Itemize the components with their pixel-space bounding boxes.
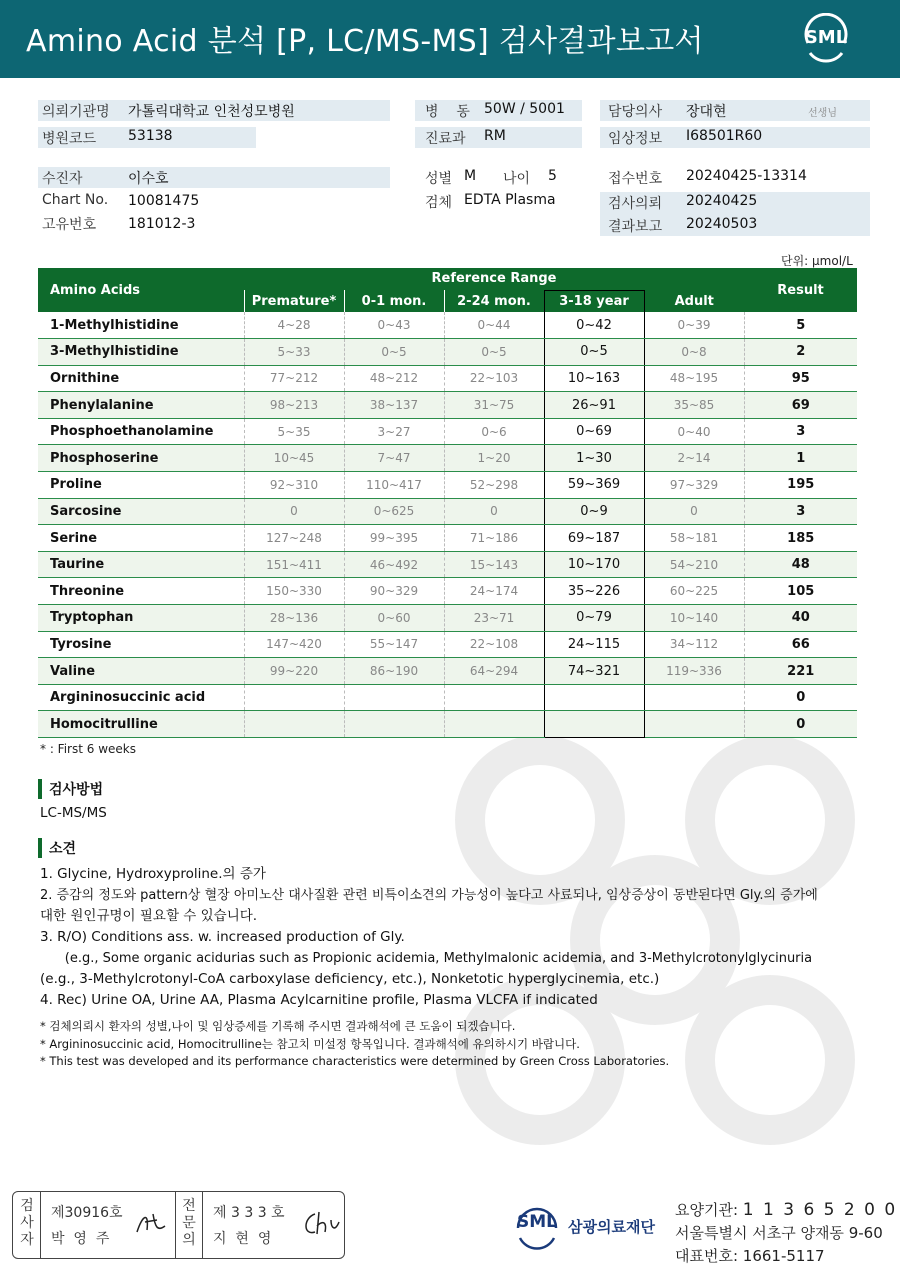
result-cell: 95 bbox=[744, 365, 857, 392]
reference-range-cell bbox=[644, 684, 744, 711]
footer-phone bbox=[675, 1245, 825, 1266]
reference-range-cell: 0 bbox=[244, 498, 344, 525]
reference-range-cell: 60~225 bbox=[644, 578, 744, 605]
amino-acid-name: Phosphoethanolamine bbox=[38, 418, 244, 445]
reference-range-cell: 0~42 bbox=[544, 312, 644, 339]
reference-range-cell bbox=[444, 684, 544, 711]
reference-range-cell: 22~103 bbox=[444, 365, 544, 392]
unique-value: 181012-3 bbox=[128, 216, 196, 232]
finding-line: (e.g., Some organic acidurias such as Propionic acidemia, Methylmalonic acidemia, and 3-Methylcrotonylglycinuria bbox=[40, 951, 813, 966]
table-row bbox=[38, 551, 857, 578]
table-row bbox=[38, 365, 857, 392]
findings-body bbox=[40, 864, 818, 1011]
amino-acid-name: Tryptophan bbox=[38, 605, 244, 632]
reference-range-cell: 147~420 bbox=[244, 631, 344, 658]
reference-range-cell bbox=[344, 711, 444, 738]
reference-range-cell: 24~115 bbox=[544, 631, 644, 658]
reference-range-cell: 10~170 bbox=[544, 551, 644, 578]
amino-acid-name: Phosphoserine bbox=[38, 445, 244, 472]
finding-line: 4. Rec) Urine OA, Urine AA, Plasma Acylcarnitine profile, Plasma VLCFA if indicated bbox=[40, 992, 598, 1008]
table-row bbox=[38, 525, 857, 552]
result-cell: 48 bbox=[744, 551, 857, 578]
reference-range-cell: 10~45 bbox=[244, 445, 344, 472]
reference-range-cell: 3~27 bbox=[344, 418, 444, 445]
sex-value: M bbox=[464, 168, 477, 184]
age-label: 나이 bbox=[503, 171, 531, 187]
reference-range-cell: 58~181 bbox=[644, 525, 744, 552]
reference-range-cell: 1~30 bbox=[544, 445, 644, 472]
table-row bbox=[38, 658, 857, 685]
result-cell: 40 bbox=[744, 605, 857, 632]
footnote: * : First 6 weeks bbox=[40, 742, 136, 756]
inspector-label: 검 사 자 bbox=[20, 1198, 34, 1248]
clinical-value: I68501R60 bbox=[686, 128, 763, 144]
method-title: 검사방법 bbox=[38, 779, 103, 799]
reference-range-cell: 127~248 bbox=[244, 525, 344, 552]
table-row bbox=[38, 418, 857, 445]
reference-range-cell: 23~71 bbox=[444, 605, 544, 632]
amino-acid-table bbox=[38, 268, 857, 738]
table-row bbox=[38, 711, 857, 738]
reference-range-cell: 31~75 bbox=[444, 392, 544, 419]
result-cell: 195 bbox=[744, 472, 857, 499]
reference-range-cell: 86~190 bbox=[344, 658, 444, 685]
reference-range-cell: 69~187 bbox=[544, 525, 644, 552]
hospital-code-label: 병원코드 bbox=[42, 131, 97, 147]
reference-range-cell: 97~329 bbox=[644, 472, 744, 499]
findings-title: 소견 bbox=[38, 838, 76, 858]
result-cell: 185 bbox=[744, 525, 857, 552]
finding-line: 1. Glycine, Hydroxyproline.의 증가 bbox=[40, 866, 266, 882]
finding-line: 2. 증감의 정도와 pattern상 혈장 아미노산 대사질환 관련 비특이소견의 가능성이 높다고 사료되나, 임상증상이 동반된다면 Gly.의 증가에 bbox=[40, 888, 818, 903]
notes bbox=[40, 1018, 669, 1071]
doctor-suffix: 선생님 bbox=[808, 108, 837, 119]
receipt-value: 20240425-13314 bbox=[686, 168, 807, 184]
reference-range-cell: 0~44 bbox=[444, 312, 544, 339]
reference-range-cell: 5~35 bbox=[244, 418, 344, 445]
reference-range-cell: 0~43 bbox=[344, 312, 444, 339]
result-cell: 0 bbox=[744, 684, 857, 711]
request-label: 검사의뢰 bbox=[608, 196, 663, 212]
specimen-label: 검체 bbox=[425, 195, 453, 211]
table-row bbox=[38, 605, 857, 632]
reference-range-cell: 0~79 bbox=[544, 605, 644, 632]
unique-label: 고유번호 bbox=[42, 217, 97, 233]
reference-range-cell: 34~112 bbox=[644, 631, 744, 658]
report-value: 20240503 bbox=[686, 216, 758, 232]
age-value: 5 bbox=[548, 168, 557, 184]
specialist-label: 전 문 의 bbox=[182, 1198, 196, 1248]
chart-value: 10081475 bbox=[128, 193, 200, 209]
reference-range-cell: 48~212 bbox=[344, 365, 444, 392]
reference-range-cell: 0~5 bbox=[544, 339, 644, 366]
reference-range-cell: 15~143 bbox=[444, 551, 544, 578]
sex-label: 성별 bbox=[425, 171, 453, 187]
reference-range-cell: 5~33 bbox=[244, 339, 344, 366]
reference-range-cell: 54~210 bbox=[644, 551, 744, 578]
specialist-signature bbox=[301, 1208, 341, 1240]
specialist-number: 제 3 3 3 호 bbox=[213, 1205, 285, 1221]
col-reference-range: Reference Range bbox=[244, 268, 744, 290]
table-row bbox=[38, 578, 857, 605]
signature-box bbox=[12, 1191, 345, 1259]
reference-range-cell bbox=[244, 711, 344, 738]
result-cell: 1 bbox=[744, 445, 857, 472]
reference-range-cell: 110~417 bbox=[344, 472, 444, 499]
amino-acid-name: Sarcosine bbox=[38, 498, 244, 525]
col-0-1-mon: 0-1 mon. bbox=[344, 290, 444, 312]
result-cell: 5 bbox=[744, 312, 857, 339]
request-value: 20240425 bbox=[686, 193, 758, 209]
reference-range-cell bbox=[544, 684, 644, 711]
reference-range-cell: 10~163 bbox=[544, 365, 644, 392]
reference-range-cell: 71~186 bbox=[444, 525, 544, 552]
reference-range-cell: 1~20 bbox=[444, 445, 544, 472]
inspector-signature bbox=[133, 1208, 169, 1238]
department-value: RM bbox=[484, 128, 506, 144]
reference-range-cell: 64~294 bbox=[444, 658, 544, 685]
table-row bbox=[38, 392, 857, 419]
amino-acid-name: Phenylalanine bbox=[38, 392, 244, 419]
reference-range-cell: 0~40 bbox=[644, 418, 744, 445]
reference-range-cell: 0~69 bbox=[544, 418, 644, 445]
institution-value: 가톨릭대학교 인천성모병원 bbox=[128, 104, 295, 120]
footer-code bbox=[675, 1199, 897, 1220]
reference-range-cell: 0~8 bbox=[644, 339, 744, 366]
note-line: * 검체의뢰시 환자의 성별,나이 및 임상증세를 기록해 주시면 결과해석에 큰 도움이 되겠습니다. bbox=[40, 1019, 516, 1033]
finding-line: 3. R/O) Conditions ass. w. increased production of Gly. bbox=[40, 929, 405, 945]
finding-line: 대한 원인규명이 필요할 수 있습니다. bbox=[40, 908, 258, 924]
reference-range-cell: 0~5 bbox=[344, 339, 444, 366]
reference-range-cell bbox=[344, 684, 444, 711]
col-3-18-year: 3-18 year bbox=[544, 290, 644, 312]
result-cell: 3 bbox=[744, 418, 857, 445]
result-cell: 69 bbox=[744, 392, 857, 419]
reference-range-cell: 0~9 bbox=[544, 498, 644, 525]
reference-range-cell: 98~213 bbox=[244, 392, 344, 419]
reference-range-cell bbox=[244, 684, 344, 711]
table-row bbox=[38, 445, 857, 472]
report-label: 결과보고 bbox=[608, 219, 663, 235]
reference-range-cell: 119~336 bbox=[644, 658, 744, 685]
reference-range-cell: 55~147 bbox=[344, 631, 444, 658]
amino-acid-name: Tyrosine bbox=[38, 631, 244, 658]
institution-label: 의뢰기관명 bbox=[42, 104, 110, 120]
amino-acid-name: Ornithine bbox=[38, 365, 244, 392]
hospital-code-value: 53138 bbox=[128, 128, 173, 144]
clinical-label: 임상정보 bbox=[608, 131, 663, 147]
amino-acid-name: Argininosuccinic acid bbox=[38, 684, 244, 711]
result-cell: 2 bbox=[744, 339, 857, 366]
reference-range-cell: 0 bbox=[444, 498, 544, 525]
col-premature: Premature* bbox=[244, 290, 344, 312]
table-row bbox=[38, 631, 857, 658]
reference-range-cell: 46~492 bbox=[344, 551, 444, 578]
col-adult: Adult bbox=[644, 290, 744, 312]
patient-bar bbox=[38, 167, 390, 188]
table-row bbox=[38, 498, 857, 525]
amino-acid-name: Taurine bbox=[38, 551, 244, 578]
reference-range-cell: 24~174 bbox=[444, 578, 544, 605]
amino-acid-name: 3-Methylhistidine bbox=[38, 339, 244, 366]
code-value: 1 1 3 6 5 2 0 0 bbox=[742, 1200, 898, 1220]
reference-range-cell: 99~395 bbox=[344, 525, 444, 552]
amino-acid-name: Threonine bbox=[38, 578, 244, 605]
table-row bbox=[38, 339, 857, 366]
code-label: 요양기관: bbox=[675, 1201, 739, 1219]
reference-range-cell: 0~39 bbox=[644, 312, 744, 339]
receipt-label: 접수번호 bbox=[608, 171, 663, 187]
reference-range-cell: 35~226 bbox=[544, 578, 644, 605]
col-result: Result bbox=[744, 268, 857, 312]
ward-value: 50W / 5001 bbox=[484, 101, 565, 117]
phone-label: 대표번호: bbox=[675, 1247, 739, 1265]
reference-range-cell: 7~47 bbox=[344, 445, 444, 472]
reference-range-cell: 48~195 bbox=[644, 365, 744, 392]
reference-range-cell: 0 bbox=[644, 498, 744, 525]
doctor-value: 장대현 bbox=[686, 104, 727, 120]
reference-range-cell bbox=[644, 711, 744, 738]
doctor-label: 담당의사 bbox=[608, 104, 663, 120]
result-cell: 66 bbox=[744, 631, 857, 658]
reference-range-cell: 59~369 bbox=[544, 472, 644, 499]
table-row bbox=[38, 312, 857, 339]
method-body: LC-MS/MS bbox=[40, 805, 107, 821]
amino-acid-name: Homocitrulline bbox=[38, 711, 244, 738]
note-line: * Argininosuccinic acid, Homocitrulline는 참고치 미설정 항목입니다. 결과해석에 유의하시기 바랍니다. bbox=[40, 1036, 580, 1051]
reference-range-cell: 74~321 bbox=[544, 658, 644, 685]
amino-acid-name: Serine bbox=[38, 525, 244, 552]
reference-range-cell: 26~91 bbox=[544, 392, 644, 419]
finding-line: (e.g., 3-Methylcrotonyl-CoA carboxylase deficiency, etc.), Nonketotic hyperglycinemia, etc.) bbox=[40, 971, 660, 987]
reference-range-cell: 0~6 bbox=[444, 418, 544, 445]
patient-value: 이수호 bbox=[128, 171, 169, 187]
result-cell: 105 bbox=[744, 578, 857, 605]
reference-range-cell bbox=[444, 711, 544, 738]
department-label: 진료과 bbox=[425, 131, 466, 147]
result-cell: 221 bbox=[744, 658, 857, 685]
reference-range-cell: 0~5 bbox=[444, 339, 544, 366]
result-cell: 0 bbox=[744, 711, 857, 738]
reference-range-cell: 22~108 bbox=[444, 631, 544, 658]
col-amino-acids: Amino Acids bbox=[38, 268, 244, 312]
table-row bbox=[38, 684, 857, 711]
reference-range-cell: 52~298 bbox=[444, 472, 544, 499]
result-cell: 3 bbox=[744, 498, 857, 525]
reference-range-cell: 90~329 bbox=[344, 578, 444, 605]
amino-acid-name: 1-Methylhistidine bbox=[38, 312, 244, 339]
sml-logo: SML bbox=[798, 13, 854, 65]
reference-range-cell: 28~136 bbox=[244, 605, 344, 632]
report-header bbox=[0, 0, 900, 78]
reference-range-cell: 0~625 bbox=[344, 498, 444, 525]
reference-range-cell: 150~330 bbox=[244, 578, 344, 605]
amino-acid-name: Valine bbox=[38, 658, 244, 685]
inspector-name: 박 영 주 bbox=[51, 1231, 110, 1247]
reference-range-cell: 99~220 bbox=[244, 658, 344, 685]
reference-range-cell: 35~85 bbox=[644, 392, 744, 419]
inspector-number: 제30916호 bbox=[51, 1205, 123, 1221]
footer-logo-text: SML bbox=[517, 1212, 557, 1232]
reference-range-cell: 92~310 bbox=[244, 472, 344, 499]
note-line: * This test was developed and its performance characteristics were determined by Green Cross Laboratories. bbox=[40, 1054, 670, 1068]
table-row bbox=[38, 472, 857, 499]
foundation-name: 삼광의료재단 bbox=[568, 1218, 655, 1236]
reference-range-cell: 0~60 bbox=[344, 605, 444, 632]
specialist-name: 지 현 영 bbox=[213, 1231, 272, 1247]
col-2-24-mon: 2-24 mon. bbox=[444, 290, 544, 312]
patient-label: 수진자 bbox=[42, 171, 83, 187]
reference-range-cell: 4~28 bbox=[244, 312, 344, 339]
reference-range-cell: 10~140 bbox=[644, 605, 744, 632]
chart-label: Chart No. bbox=[42, 192, 109, 208]
specimen-value: EDTA Plasma bbox=[464, 192, 556, 208]
reference-range-cell: 151~411 bbox=[244, 551, 344, 578]
unit-label: 단위: μmol/L bbox=[781, 254, 853, 268]
reference-range-cell: 38~137 bbox=[344, 392, 444, 419]
amino-acid-name: Proline bbox=[38, 472, 244, 499]
ward-label: 병 동 bbox=[425, 104, 470, 120]
reference-range-cell bbox=[544, 711, 644, 738]
reference-range-cell: 77~212 bbox=[244, 365, 344, 392]
reference-range-cell: 2~14 bbox=[644, 445, 744, 472]
phone-value: 1661-5117 bbox=[742, 1247, 825, 1265]
footer-address: 서울특별시 서초구 양재동 9-60 bbox=[675, 1224, 883, 1242]
report-title: Amino Acid 분석 [P, LC/MS-MS] 검사결과보고서 bbox=[26, 24, 704, 59]
